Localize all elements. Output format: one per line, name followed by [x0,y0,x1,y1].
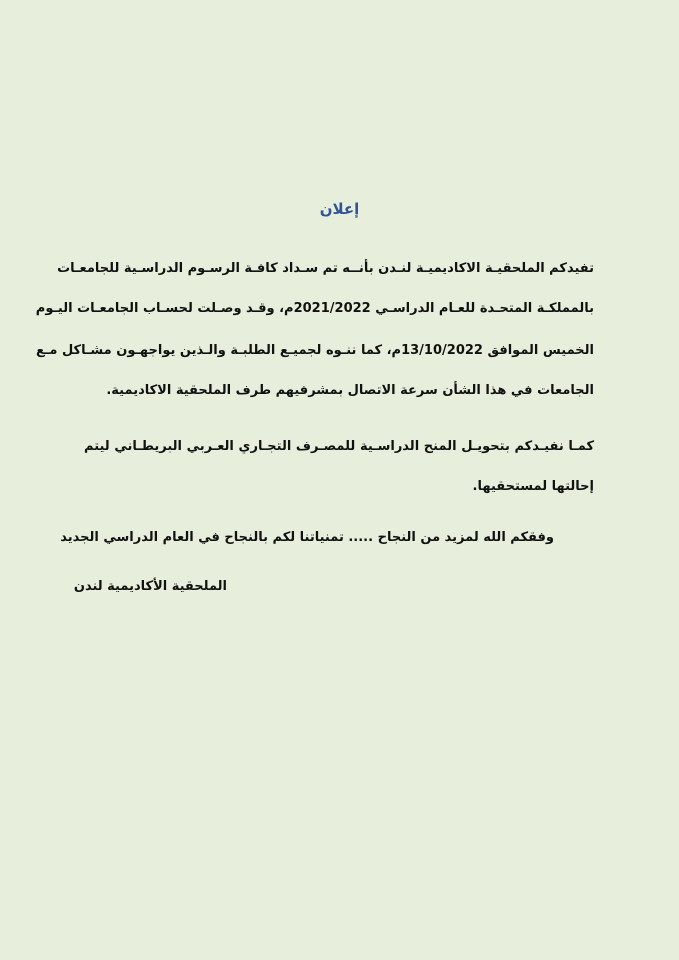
paragraph-1-line-2: بالمملكـة المتحـدة للعـام الدراسـي 2021/2022م، وقـد وصـلت لحسـاب الجامعـات اليـوم [35,301,594,316]
paragraph-2-line-1: كمـا نفيـدكم بتحويـل المنح الدراسـية للمصـرف التجـاري العـربي البريطـاني ليتم [84,439,594,454]
paragraph-1-line-4: الجامعات في هذا الشأن سرعة الاتصال بمشرفيهم طرف الملحقية الاكاديمية. [106,383,594,398]
paragraph-1-line-1: تفيدكم الملحقيـة الاكاديميـة لنـدن بأنــه تم سـداد كافـة الرسـوم الدراسـية للجامعـات [57,261,594,276]
signature: الملحقية الأكاديمية لندن [73,579,227,594]
announcement-title: إعلان [319,200,360,218]
paragraph-1-line-3: الخميس الموافق 13/10/2022م، كما ننـوه لجميـع الطلبـة والـذين يواجهـون مشـاكل مـع [36,343,594,358]
closing-wishes: وفقكم الله لمزيد من النجاح ..... تمنياتنا لكم بالنجاح في العام الدراسي الجديد [60,530,554,545]
paragraph-2-line-2: إحالتها لمستحقيها. [472,479,594,494]
